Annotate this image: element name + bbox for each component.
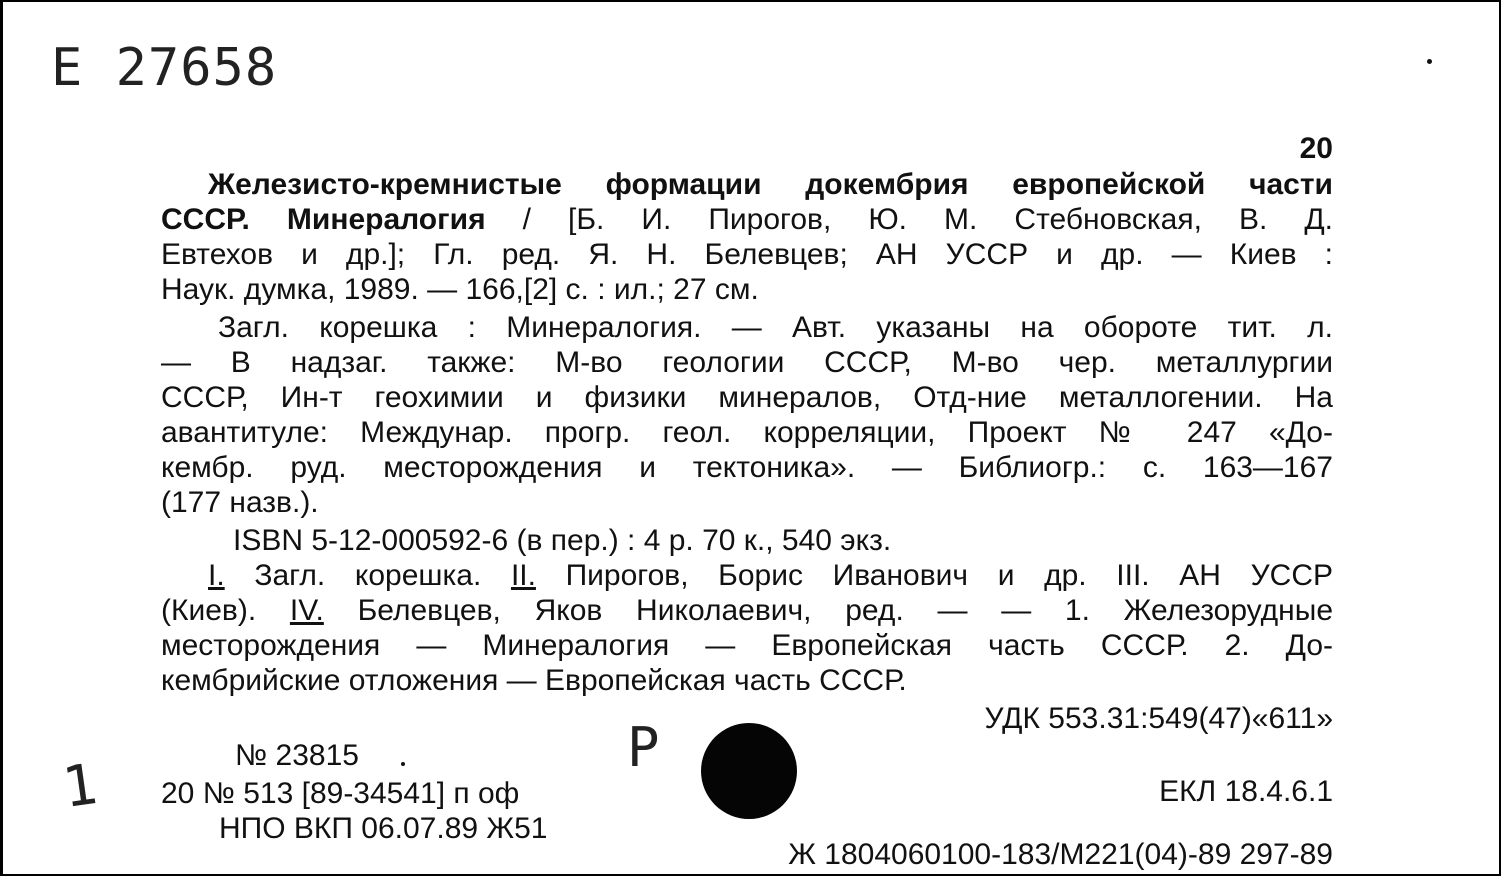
tracing-iv-text: Белевцев, Яков Николаевич, ред. — — 1. Железорудные bbox=[323, 594, 1334, 627]
tracing-line-1 bbox=[208, 559, 1333, 593]
order-number: № 23815 bbox=[235, 739, 359, 772]
note-line-3: СССР, Ин-т геохимии и физики минералов, Отд-ние металлогении. На bbox=[161, 381, 1333, 414]
title-line-2 bbox=[161, 203, 1333, 237]
handwritten-p: Р bbox=[627, 716, 660, 779]
punch-hole bbox=[701, 723, 797, 819]
tracing-line-3: месторождения — Минералогия — Европейская часть СССР. 2. До- bbox=[161, 629, 1333, 662]
udk-code: УДК 553.31:549(47)«611» bbox=[984, 702, 1333, 735]
tracing-iv: IV. bbox=[289, 594, 324, 627]
isbn-line: ISBN 5-12-000592-6 (в пер.) : 4 р. 70 к., 540 экз. bbox=[233, 524, 892, 557]
ekl-code: ЕКЛ 18.4.6.1 bbox=[1159, 775, 1333, 808]
note-line-1: Загл. корешка : Минералогия. — Авт. указаны на обороте тит. л. bbox=[218, 311, 1333, 344]
print-line-2: НПО ВКП 06.07.89 Ж51 bbox=[219, 812, 548, 845]
tracing-kiev: (Киев). bbox=[161, 594, 290, 627]
note-line-2: — В надзаг. также: М-во геологии СССР, М-во чер. металлургии bbox=[161, 346, 1333, 379]
inventory-code: Е 27658 bbox=[51, 38, 278, 98]
note-line-6: (177 назв.). bbox=[161, 486, 319, 519]
tracing-line-2 bbox=[161, 594, 1333, 628]
title-line-1: Железисто-кремнистые формации докембрия европейской части bbox=[208, 168, 1333, 201]
tracing-line-4: кембрийские отложения — Европейская часть СССР. bbox=[161, 664, 907, 697]
tracing-ii-text: Пирогов, Борис Иванович и др. III. АН УССР bbox=[535, 559, 1333, 592]
authors-part: / [Б. И. Пирогов, Ю. М. Стебновская, В. Д. bbox=[485, 203, 1334, 236]
handwritten-mark: 1 bbox=[58, 751, 102, 822]
tracing-i-text: Загл. корешка. bbox=[224, 559, 511, 592]
description-line-4: Наук. думка, 1989. — 166,[2] с. : ил.; 27 см. bbox=[161, 273, 759, 306]
bottom-code: Ж 1804060100-183/М221(04)-89 297-89 bbox=[788, 838, 1333, 871]
note-line-4: авантитуле: Междунар. прогр. геол. корреляции, Проект № 247 «До- bbox=[161, 416, 1333, 449]
title-bold-part: СССР. Минералогия bbox=[161, 203, 486, 236]
ink-dot-small bbox=[401, 762, 405, 766]
ink-dot bbox=[1427, 59, 1432, 64]
note-line-5: кембр. руд. месторождения и тектоника». — Библиогр.: с. 163—167 bbox=[161, 451, 1333, 484]
description-line-3: Евтехов и др.]; Гл. ред. Я. Н. Белевцев; АН УССР и др. — Киев : bbox=[161, 238, 1333, 271]
tracing-i: I. bbox=[208, 559, 225, 592]
print-line-1: 20 № 513 [89-34541] п оф bbox=[161, 777, 520, 810]
tracing-ii: II. bbox=[510, 559, 536, 592]
copy-count: 20 bbox=[1299, 132, 1333, 165]
